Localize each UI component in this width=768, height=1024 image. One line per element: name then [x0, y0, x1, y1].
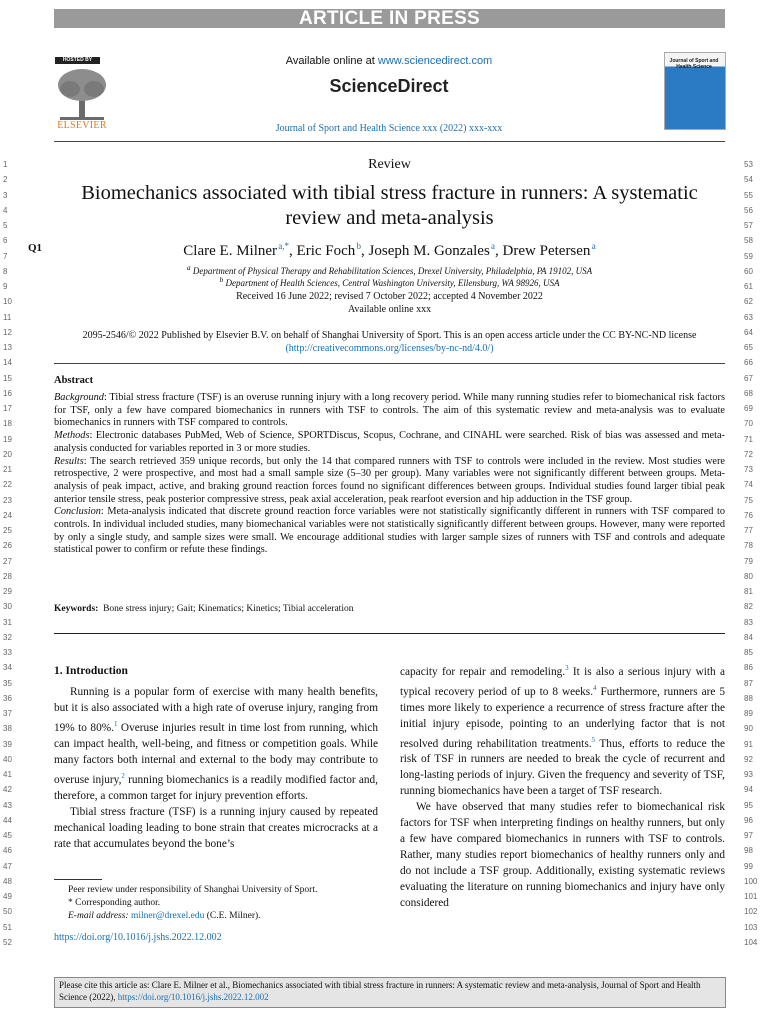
line-number: 8: [3, 266, 8, 276]
email-suffix: (C.E. Milner).: [204, 911, 261, 921]
paragraph-text: It is also a serious injury with a typical recovery period of up to 8 weeks.: [400, 665, 725, 698]
citation-doi-link[interactable]: https://doi.org/10.1016/j.jshs.2022.12.002: [117, 992, 269, 1002]
line-number: 37: [3, 709, 12, 718]
available-online-line: [200, 54, 578, 68]
citation-ref[interactable]: 4: [593, 683, 597, 692]
line-number: 36: [3, 693, 12, 703]
line-number: 100: [744, 876, 758, 886]
line-number: 65: [744, 343, 753, 352]
paragraph-text: running biomechanics is a readily modified factor and, therefore, a common target for injury prevention efforts.: [54, 773, 378, 802]
elsevier-wordmark: ELSEVIER: [57, 120, 107, 131]
citation-ref[interactable]: 3: [565, 664, 569, 672]
line-number: 12: [3, 327, 12, 337]
line-number: 55: [744, 190, 753, 200]
line-number: 21: [3, 465, 12, 474]
line-number: 26: [3, 541, 12, 551]
line-number: 96: [744, 815, 753, 825]
line-number: 6: [3, 236, 8, 246]
citation-box: [54, 977, 726, 1008]
abstract-section: [54, 430, 725, 455]
citation-ref[interactable]: 1: [113, 720, 118, 728]
line-number: 28: [3, 571, 12, 581]
abstract-section-label: Methods: [54, 430, 90, 442]
line-number: 74: [744, 480, 753, 490]
line-number: 83: [744, 617, 753, 627]
body-paragraph: [54, 804, 378, 852]
line-number: 10: [3, 297, 12, 307]
article-title: Biomechanics associated with tibial stress fracture in runners: A systematic review and meta-analysis: [81, 182, 698, 229]
abstract-section-label: Conclusion: [54, 506, 101, 518]
line-number: 59: [744, 251, 753, 261]
author-name: Clare E. Milner: [183, 243, 278, 259]
author-name: Eric Foch: [296, 243, 356, 259]
affiliation-text: Department of Physical Therapy and Rehabilitation Sciences, Drexel University, Philadelphia, PA 19102, USA: [192, 266, 593, 276]
line-number: 70: [744, 419, 753, 429]
line-number: 81: [744, 587, 753, 596]
line-number: 85: [744, 648, 753, 657]
available-online-text: Available online at: [285, 55, 378, 67]
line-number: 62: [744, 297, 753, 307]
footnote-divider: [54, 879, 102, 880]
line-number: 63: [744, 312, 753, 322]
keywords-line: [54, 603, 725, 615]
line-number: 71: [744, 434, 753, 444]
line-number: 87: [744, 678, 753, 688]
line-number: 40: [3, 754, 12, 764]
journal-cover-title: Journal of Sport and Health Science: [669, 58, 719, 70]
paragraph-text: Furthermore, runners are 5 times more likely to experience a recurrence of stress fracture after the initial injury episode, pointing to an underlying factor that is not resolved during rehabilitation treatments.: [400, 685, 725, 750]
paragraph-text: capacity for repair and remodeling.: [400, 665, 566, 678]
author-affiliation-marker[interactable]: a: [591, 241, 596, 251]
line-number: 104: [744, 937, 758, 947]
header-divider: [54, 141, 725, 142]
line-number: 35: [3, 678, 12, 688]
line-number: 80: [744, 571, 753, 581]
line-number: 22: [3, 480, 12, 490]
line-number: 95: [744, 800, 753, 810]
line-number: 86: [744, 663, 753, 673]
line-number: 91: [744, 739, 753, 749]
abstract-section-label: Background: [54, 392, 104, 403]
hosted-by-label: HOSTED BY: [55, 57, 100, 64]
line-number: 31: [3, 617, 12, 627]
line-number: 24: [3, 510, 12, 520]
footnotes: [68, 884, 368, 923]
affiliation-marker: b: [219, 275, 224, 284]
line-number: 54: [744, 175, 753, 185]
email-note: [68, 910, 368, 923]
line-number: 34: [3, 663, 12, 673]
journal-citation-line: Journal of Sport and Health Science xxx (2022) xxx-xxx: [275, 123, 503, 134]
keywords-label: Keywords:: [54, 604, 99, 614]
line-number: 7: [3, 251, 8, 261]
abstract-section-text: : Meta-analysis indicated that discrete ground reaction force variables were not statistically significantly different in runners with TSF compared to controls. In individual included studies, many biomechanical variables were not statistically significantly different between groups. However, many were reported by only a single study, and sample sizes were small. We encourage additional studies with larger sample sizes of runners with TSF and controls and adequate statistical power to confirm or refute these findings.: [54, 506, 725, 556]
line-number: 90: [744, 724, 753, 734]
keywords-divider: [54, 633, 725, 634]
line-number: 32: [3, 632, 12, 642]
line-number: 27: [3, 556, 12, 566]
line-number: 46: [3, 846, 12, 856]
line-number: 18: [3, 419, 12, 429]
line-number: 58: [744, 236, 753, 246]
line-number: 42: [3, 785, 12, 795]
abstract-section: [54, 456, 725, 507]
line-number: 47: [3, 861, 12, 871]
doi-link[interactable]: https://doi.org/10.1016/j.jshs.2022.12.002: [54, 932, 222, 943]
line-number: 64: [744, 327, 753, 337]
line-number: 84: [744, 632, 753, 642]
line-number: 60: [744, 266, 753, 276]
line-number: 13: [3, 343, 12, 352]
line-number: 9: [3, 282, 8, 291]
body-paragraph: [54, 684, 378, 804]
body-paragraph: [400, 799, 725, 911]
affiliation-b: [54, 274, 725, 289]
abstract-section-label: Results: [54, 455, 84, 467]
line-number: 75: [744, 495, 753, 505]
line-number: 2: [3, 175, 8, 185]
abstract-section-text: : The search retrieved 359 unique records, but only the 14 that compared runners with TSF to controls were included in the review. Most studies were retrospective, 2 were prospective, and most had a small sample size (5–30 per group). Many variables were not significantly different between groups. Meta-analysis of peak impact, active, and braking ground reaction forces found no significant differences between groups. Individual studies found larger tibial peak anterior tensile stress, peak posterior compressive stress, peak axial acceleration, peak rearfoot eversion and hip adduction in the TSF group.: [54, 455, 725, 505]
line-number: 67: [744, 373, 753, 383]
sciencedirect-brand: ScienceDirect: [329, 76, 449, 96]
line-number: 82: [744, 602, 753, 612]
paragraph-text: Tibial stress fracture (TSF) is a running injury caused by repeated mechanical loading leading to bone strain that creates microcracks at a rate that accumulates beyond the bone’s: [54, 805, 378, 850]
paragraph-text: Thus, efforts to reduce the risk of TSF in runners are needed to break the cycle of recurrent and long-lasting periods of injury. Given the frequency and severity of TSF, running biomechanics have been a target of TSF research.: [400, 737, 726, 798]
sciencedirect-link[interactable]: www.sciencedirect.com: [377, 55, 493, 67]
body-paragraph: [400, 660, 725, 799]
abstract-section-text: : Electronic databases PubMed, Web of Science, SPORTDiscus, Scopus, Cochrane, and CINAHL were searched. Risk of bias was assessed and meta-analysis conducted for variables reported in 3 or more studies.: [54, 430, 725, 454]
line-number: 77: [744, 526, 753, 535]
line-number: 29: [3, 587, 12, 596]
author-list: Clare E. Milner $^{a,*}$, Eric Foch $^b$, Joseph M. Gonzales $^a$, Drew Petersen $^a$: [183, 241, 596, 259]
line-number: 76: [744, 510, 753, 520]
line-number: 93: [744, 770, 753, 779]
line-number: 33: [3, 648, 12, 657]
line-number: 44: [3, 815, 12, 825]
license-link[interactable]: (http://creativecommons.org/licenses/by-nc-nd/4.0/): [285, 343, 494, 354]
corresponding-author-note: * Corresponding author.: [68, 898, 161, 908]
email-link[interactable]: milner@drexel.edu: [130, 911, 205, 921]
line-number: 94: [744, 785, 753, 795]
citation-ref[interactable]: 2: [121, 771, 125, 780]
line-number: 25: [3, 526, 12, 535]
received-dates: Received 16 June 2022; revised 7 October 2022; accepted 4 November 2022: [236, 291, 543, 302]
line-number: 48: [3, 876, 12, 886]
line-number: 72: [744, 449, 753, 459]
line-number: 51: [3, 922, 12, 932]
author-affiliation-marker[interactable]: a: [491, 241, 496, 251]
line-number: 102: [744, 907, 758, 917]
abstract-section: [54, 506, 725, 557]
line-number: 68: [744, 388, 753, 398]
paragraph-text: Running is a popular form of exercise with many health benefits, but it is also associated with a high rate of overuse injury, ranging from 19% to 80%.: [54, 686, 378, 734]
line-number: 14: [3, 358, 12, 368]
paragraph-text: Overuse injuries result in time lost from running, which can impact health, well-being, and fitness or competition goals. While many factors both internal and external to the body may contribute to overuse injury,: [54, 721, 378, 786]
line-number: 89: [744, 709, 753, 718]
line-number: 41: [3, 770, 12, 779]
line-number: 88: [744, 693, 753, 703]
line-number: 61: [744, 282, 753, 291]
line-number: 16: [3, 388, 12, 398]
abstract-section-text: : Tibial stress fracture (TSF) is an overuse running injury with a long recovery period. While many running studies refer to biomechanical risk factors for TSF, only a few have compared biomechanics in runners with TSF to controls. The aim of this systematic review and meta-analysis was to evaluate biomechanics in runners with TSF compared to controls.: [54, 392, 725, 429]
line-number: 11: [3, 312, 12, 322]
line-number: 92: [744, 754, 753, 764]
line-number: 52: [3, 937, 12, 947]
line-number: 38: [3, 724, 12, 734]
line-number: 103: [744, 922, 758, 932]
line-number: 20: [3, 449, 12, 459]
line-number: 56: [744, 205, 753, 215]
section-heading-introduction: 1. Introduction: [54, 665, 128, 677]
line-number: 23: [3, 495, 12, 505]
line-number: 17: [3, 404, 12, 413]
line-number: 101: [744, 892, 758, 901]
abstract-divider: [54, 363, 725, 364]
line-number: 73: [744, 465, 753, 474]
license-text: 2095-2546/© 2022 Published by Elsevier B.V. on behalf of Shanghai University of Sport. This is an open access article under the CC BY-NC-ND license: [82, 330, 697, 341]
article-type: Review: [368, 157, 411, 172]
author-name: Joseph M. Gonzales: [368, 243, 490, 259]
line-number: 30: [3, 602, 12, 612]
line-number: 99: [744, 861, 753, 871]
line-number: 5: [3, 221, 8, 230]
line-number: 69: [744, 404, 753, 413]
line-number: 78: [744, 541, 753, 551]
line-number: 57: [744, 221, 753, 230]
citation-text: Please cite this article as: Clare E. Milner et al., Biomechanics associated with tibial stress fracture in runners: A systematic review and meta-analysis, Journal of Sport and Health Science (2022),: [59, 980, 701, 1002]
line-number: 79: [744, 556, 753, 566]
line-number: 97: [744, 831, 753, 840]
peer-review-note: Peer review under responsibility of Shanghai University of Sport.: [68, 885, 318, 895]
body-column-right: [400, 660, 725, 911]
line-number: 53: [744, 160, 753, 169]
line-number: 49: [3, 892, 12, 901]
line-number: 43: [3, 800, 12, 810]
line-number: 4: [3, 205, 8, 215]
abstract-heading: Abstract: [54, 375, 94, 386]
line-number: 3: [3, 190, 8, 200]
email-label: E-mail address:: [68, 911, 131, 921]
line-number: 1: [3, 160, 8, 169]
affiliation-marker: a: [186, 263, 191, 272]
line-number: 39: [3, 739, 12, 749]
author-name: Drew Petersen: [502, 243, 591, 259]
author-affiliation-marker[interactable]: a,*: [278, 241, 290, 251]
line-number: 98: [744, 846, 753, 856]
abstract-section: [54, 392, 725, 430]
author-affiliation-marker[interactable]: b: [356, 241, 362, 251]
abstract-body: [54, 392, 725, 557]
line-number: 50: [3, 907, 12, 917]
keywords-text: Bone stress injury; Gait; Kinematics; Kinetics; Tibial acceleration: [103, 604, 354, 614]
citation-ref[interactable]: 5: [591, 735, 596, 744]
affiliation-text: Department of Health Sciences, Central Washington University, Ellensburg, WA 98926, USA: [225, 278, 560, 288]
line-number: 66: [744, 358, 753, 368]
article-in-press-banner: ARTICLE IN PRESS: [54, 9, 725, 28]
line-number: 15: [3, 373, 12, 383]
query-marker: Q1: [28, 242, 43, 254]
body-column-left: [54, 684, 378, 852]
available-online-date: Available online xxx: [347, 304, 432, 315]
line-number: 45: [3, 831, 12, 840]
line-number: 19: [3, 434, 12, 444]
paragraph-text: We have observed that many studies refer to biomechanical risk factors for TSF when interpreting findings on healthy runners, but only a few have compared biomechanics in runners with TSF to controls. Rather, many studies report biomechanics of healthy runners only and do not include a TSF group. Additionally, existing systematic reviews evaluating the literature on running biomechanics and injury have only considered: [400, 801, 725, 910]
license-statement: [54, 329, 725, 355]
